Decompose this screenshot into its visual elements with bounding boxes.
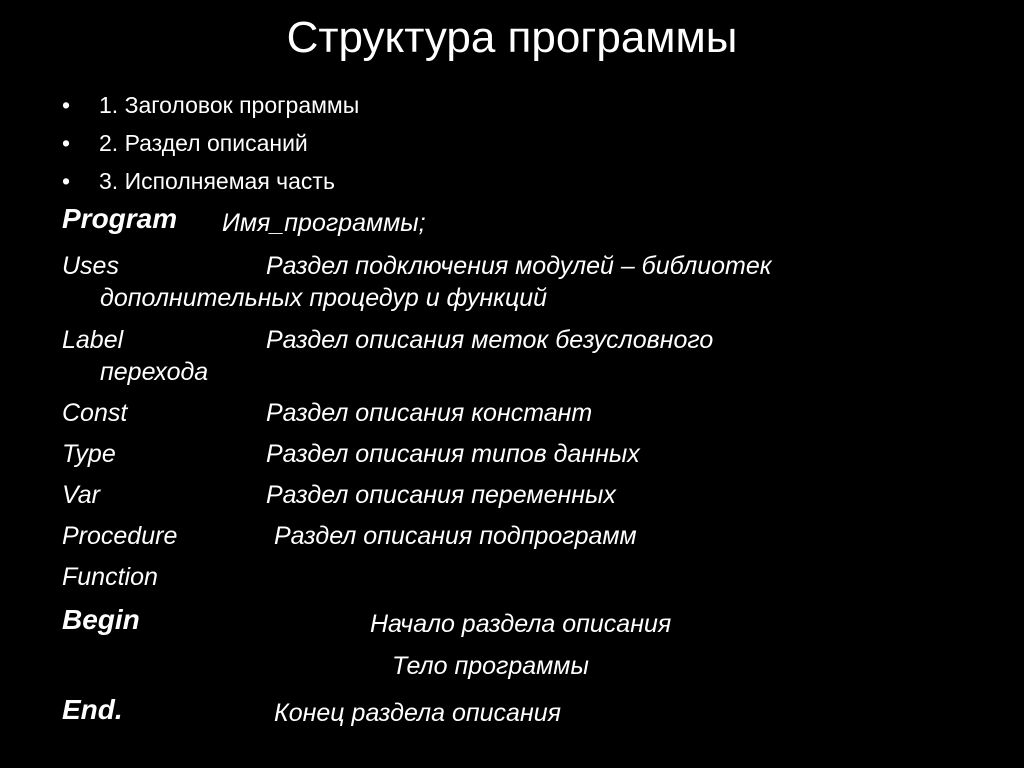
bullet-marker: • — [62, 130, 71, 156]
procedure-keyword: Procedure — [62, 522, 178, 550]
end-desc: Конец раздела описания — [274, 699, 561, 727]
uses-keyword: Uses — [62, 252, 119, 280]
procedure-desc: Раздел описания подпрограмм — [274, 522, 637, 550]
type-desc: Раздел описания типов данных — [266, 440, 640, 468]
var-desc: Раздел описания переменных — [266, 481, 616, 509]
const-desc: Раздел описания констант — [266, 399, 593, 427]
program-body-label: Тело программы — [392, 652, 589, 680]
bullet-marker: • — [62, 92, 71, 118]
end-keyword: End. — [62, 694, 123, 725]
program-keyword: Program — [62, 203, 178, 234]
begin-keyword: Begin — [62, 604, 140, 635]
label-keyword: Label — [62, 326, 124, 354]
uses-desc-cont: дополнительных процедур и функций — [100, 284, 548, 312]
label-desc: Раздел описания меток безусловного — [266, 326, 714, 354]
bullet-marker: • — [62, 168, 71, 194]
function-keyword: Function — [62, 563, 158, 591]
const-keyword: Const — [62, 399, 128, 427]
bullet-text: 1. Заголовок программы — [99, 92, 360, 118]
var-keyword: Var — [62, 481, 100, 509]
bullet-text: 3. Исполняемая часть — [99, 168, 335, 194]
program-name: Имя_программы; — [222, 209, 426, 237]
begin-desc: Начало раздела описания — [370, 610, 672, 638]
bullet-text: 2. Раздел описаний — [99, 130, 308, 156]
slide-title: Структура программы — [286, 13, 738, 62]
label-desc-cont: перехода — [100, 358, 209, 386]
uses-desc: Раздел подключения модулей – библиотек — [266, 252, 772, 280]
type-keyword: Type — [62, 440, 116, 468]
